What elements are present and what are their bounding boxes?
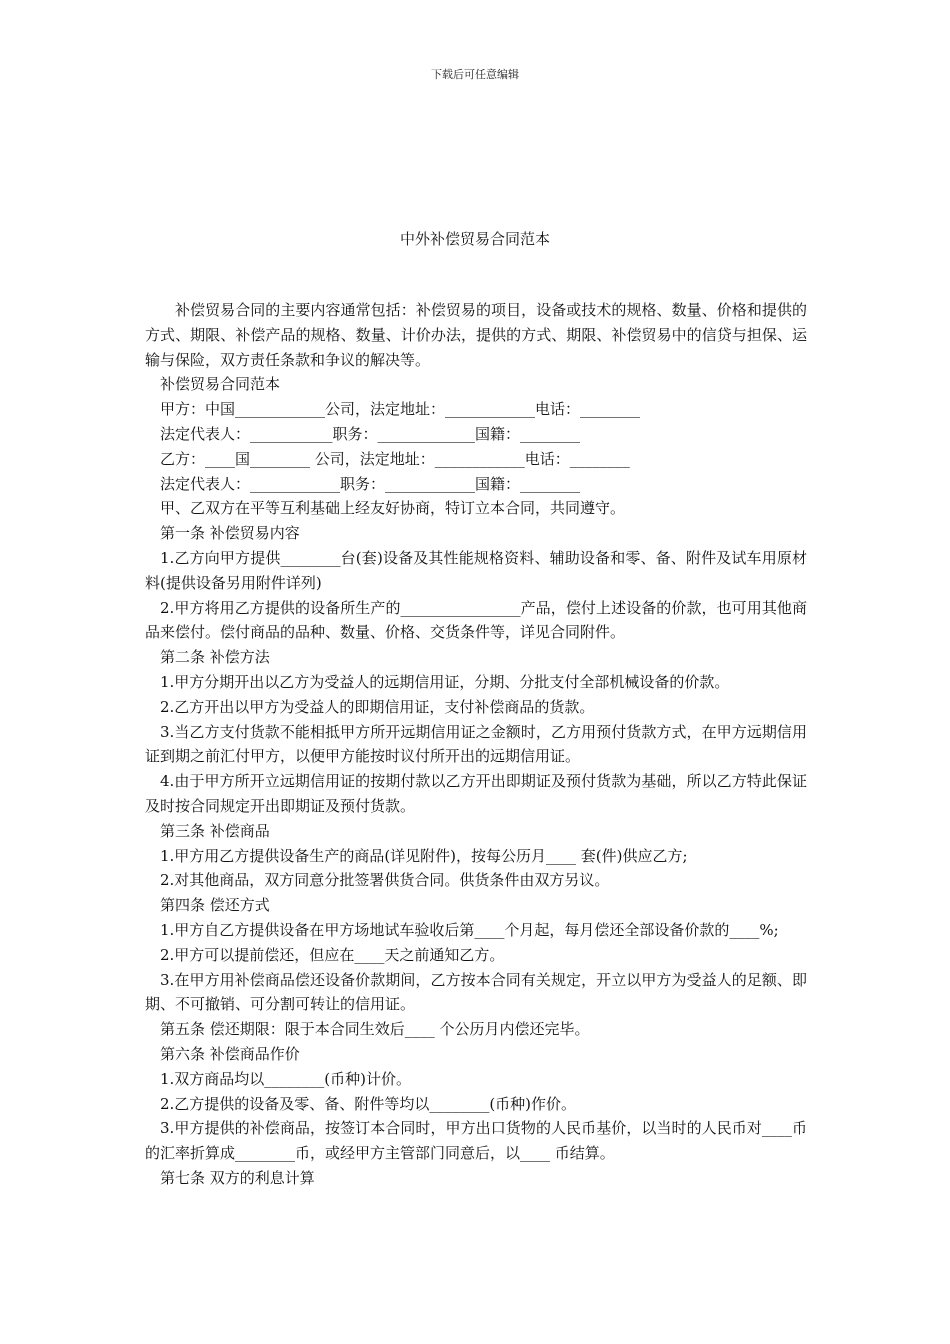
clause: 1.甲方自乙方提供设备在甲方场地试车验收后第____个月起，每月偿还全部设备价款的____%; <box>160 920 779 939</box>
clause: 1.甲方分期开出以乙方为受益人的远期信用证，分期、分批支付全部机械设备的价款。 <box>160 672 730 691</box>
clause: 4.由于甲方所开立远期信用证的按期付款以乙方开出即期证及预付货款为基础，所以乙方特此保证及时按合同规定开出即期证及预付货款。 <box>145 772 807 815</box>
clause: 1.甲方用乙方提供设备生产的商品(详见附件)，按每公历月____ 套(件)供应乙方; <box>160 846 688 865</box>
article-heading: 第七条 双方的利息计算 <box>160 1168 315 1187</box>
clause: 2.乙方提供的设备及零、备、附件等均以________(币种)作价。 <box>160 1094 577 1113</box>
intro-paragraph: 补偿贸易合同的主要内容通常包括：补偿贸易的项目，设备或技术的规格、数量、价格和提供的方式、期限、补偿产品的规格、数量、计价办法，提供的方式、期限、补偿贸易中的信贷与担保、运输与保险，双方责任条款和争议的解决等。 <box>145 301 807 369</box>
clause: 3.当乙方支付货款不能相抵甲方所开远期信用证之金额时，乙方用预付货款方式，在甲方远期信用证到期之前汇付甲方，以便甲方能按时议付所开出的远期信用证。 <box>145 722 807 766</box>
clause: 2.乙方开出以甲方为受益人的即期信用证，支付补偿商品的货款。 <box>160 697 595 716</box>
header-note: 下载后可任意编辑 <box>431 68 519 81</box>
party-a-representative: 法定代表人：___________职务：_____________国籍：________ <box>160 424 581 443</box>
document-body <box>145 298 807 1191</box>
preamble: 甲、乙双方在平等互利基础上经友好协商，特订立本合同，共同遵守。 <box>160 499 626 518</box>
article-heading: 第二条 补偿方法 <box>160 648 270 667</box>
clause: 1.乙方向甲方提供________台(套)设备及其性能规格资料、辅助设备和零、备、附件及试车用原材料(提供设备另用附件详列) <box>145 548 807 592</box>
clause: 3.在甲方用补偿商品偿还设备价款期间，乙方按本合同有关规定，开立以甲方为受益人的足额、即期、不可撤销、可分割可转让的信用证。 <box>145 970 807 1014</box>
party-b-line: 乙方：____国________ 公司，法定地址：____________电话：________ <box>160 449 630 468</box>
party-a-line: 甲方：中国____________公司，法定地址：____________电话：________ <box>160 400 641 419</box>
clause: 2.对其他商品，双方同意分批签署供货合同。供货条件由双方另议。 <box>160 871 610 890</box>
clause: 1.双方商品均以________(币种)计价。 <box>160 1069 412 1088</box>
clause: 2.甲方可以提前偿还，但应在____天之前通知乙方。 <box>160 945 505 964</box>
clause: 2.甲方将用乙方提供的设备所生产的________________产品，偿付上述设备的价款，也可用其他商品来偿付。偿付商品的品种、数量、价格、交货条件等，详见合同附件。 <box>145 598 807 642</box>
clause: 3.甲方提供的补偿商品，按签订本合同时，甲方出口货物的人民币基价，以当时的人民币对____币的汇率折算成________币，或经甲方主管部门同意后，以____ 币结算。 <box>145 1119 807 1163</box>
article-heading: 第三条 补偿商品 <box>160 821 270 840</box>
document-title: 中外补偿贸易合同范本 <box>399 230 550 248</box>
article-heading: 第四条 偿还方式 <box>160 896 270 915</box>
contract-heading: 补偿贸易合同范本 <box>160 375 281 394</box>
party-b-representative: 法定代表人：____________职务：____________国籍：________ <box>160 474 581 493</box>
article-heading: 第五条 偿还期限：限于本合同生效后____ 个公历月内偿还完毕。 <box>160 1020 590 1039</box>
article-heading: 第一条 补偿贸易内容 <box>160 524 300 543</box>
article-heading: 第六条 补偿商品作价 <box>160 1044 300 1063</box>
